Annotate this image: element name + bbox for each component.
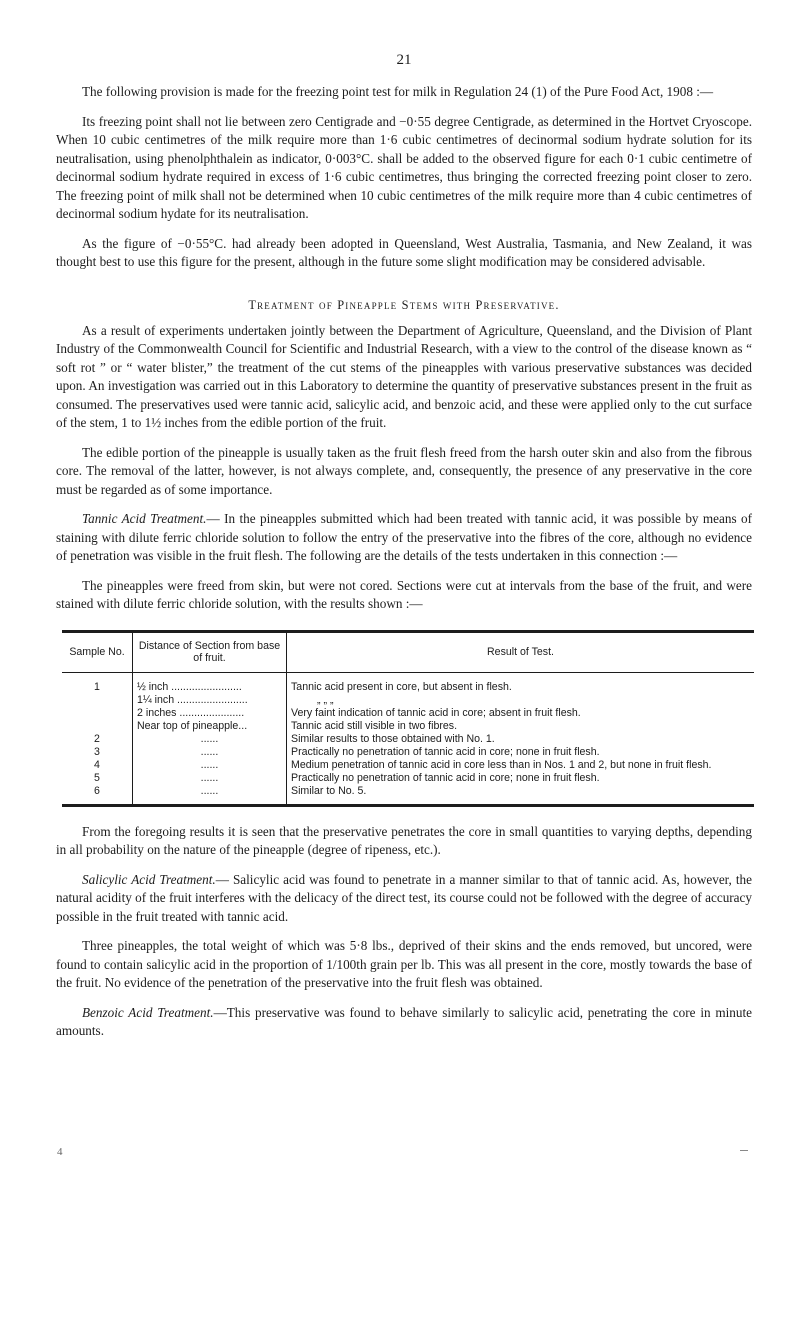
cell-distance: ...... bbox=[133, 785, 287, 806]
cell-result: Tannic acid still visible in two fibres. bbox=[291, 719, 458, 732]
cell-result: Practically no penetration of tannic acid in core; none in fruit flesh. bbox=[291, 745, 600, 758]
cell-distance: 1¼ inch ........................ bbox=[133, 694, 287, 707]
cell-result: Very faint indication of tannic acid in core; absent in fruit flesh. bbox=[291, 706, 581, 719]
cell-result: Similar to No. 5. bbox=[287, 785, 755, 806]
paragraph-figure-adoption: As the figure of −0·55°C. had already been adopted in Queensland, West Australia, Tasmania, and New Zealand, it was thought best to use this figure for the present, although in the future some slight modification may be considered advisable. bbox=[56, 235, 752, 269]
cell-sample bbox=[62, 720, 133, 733]
table-row bbox=[62, 785, 754, 806]
paragraph-sections: The pineapples were freed from skin, but were not cored. Sections were cut at intervals from the base of the fruit, and were stained with dilute ferric chloride solution, with the results shown :— bbox=[56, 577, 752, 611]
cell-sample: 2 bbox=[62, 733, 133, 746]
table-row bbox=[62, 772, 754, 785]
cell-sample: 3 bbox=[62, 746, 133, 759]
benzoic-acid-body: —This preservative was found to behave similarly to salicylic acid, penetrating the core in minute amounts. bbox=[56, 1004, 752, 1038]
section-heading: Treatment of Pineapple Stems with Preservative. bbox=[248, 297, 560, 312]
paragraph-three-pineapples: Three pineapples, the total weight of which was 5·8 lbs., deprived of their skins and the ends removed, but uncored, were found to contain salicylic acid in the proportion of 1/100th grain per lb. This was all present in the core, mostly towards the base of the fruit. No evidence of the penetration of the preservative into the fruit flesh was obtained. bbox=[56, 938, 752, 990]
cell-sample bbox=[62, 707, 133, 720]
cell-result: Medium penetration of tannic acid in core less than in Nos. 1 and 2, but none in fruit flesh. bbox=[291, 758, 712, 771]
cell-result: Similar results to those obtained with No. 1. bbox=[291, 732, 495, 745]
margin-tick bbox=[740, 1150, 748, 1151]
salicylic-acid-title: Salicylic Acid Treatment. bbox=[82, 871, 216, 887]
cell-distance: Near top of pineapple... bbox=[133, 720, 287, 733]
cell-sample: 5 bbox=[62, 772, 133, 785]
footer-mark: 4 bbox=[57, 1146, 63, 1158]
table-row bbox=[62, 720, 754, 733]
cell-sample: 6 bbox=[62, 785, 133, 806]
paragraph-freezing-point: Its freezing point shall not lie between zero Centigrade and −0·55 degree Centigrade, as determined in the Hortvet Cryoscope. When 10 cubic centimetres of the milk require more than 1·6 cubic centimetres of decinormal sodium hydrate solution for its neutralisation, using phenolphthalein as indicator, 0·003°C. shall be added to the observed figure for each 0·1 cubic centimetre of decinormal sodium hydrate required in excess of 1·6 cubic centimetres, thus bringing the corrected freezing point closer to zero. The freezing point of milk shall not be determined when 10 cubic centimetres of the milk require more than 4 cubic centimetres of decinormal sodium hydate for its neutralisation. bbox=[56, 113, 752, 221]
salicylic-acid-body: — Salicylic acid was found to penetrate in a manner similar to that of tannic acid. As, however, the natural acidity of the fruit interferes with the delicacy of the direct test, its course could not be followed with the degree of accuracy possible in the fruit treated with tannic acid. bbox=[56, 871, 752, 924]
paragraph-edible-portion: The edible portion of the pineapple is usually taken as the fruit flesh freed from the harsh outer skin and also from the fibrous core. The removal of the latter, however, is not always complete, and, consequently, the presence of any preservative in the core must be regarded as of some importance. bbox=[56, 444, 752, 497]
table-row bbox=[62, 694, 754, 707]
paragraph-benzoic-acid bbox=[56, 1004, 752, 1041]
cell-distance: ...... bbox=[133, 772, 287, 785]
results-table-wrap bbox=[62, 630, 752, 807]
cell-distance: ½ inch ........................ bbox=[133, 672, 287, 694]
tannic-acid-body: — In the pineapples submitted which had been treated with tannic acid, it was possible by means of staining with dilute ferric chloride solution to follow the entry of the preservative into the fibres of the core, although no evidence of penetration was visible in the fruit flesh. The following are the details of the tests undertaken in this connection :— bbox=[56, 511, 753, 563]
table-row bbox=[62, 746, 754, 759]
paragraph-tannic-acid bbox=[56, 510, 752, 566]
cell-sample bbox=[62, 694, 133, 707]
table-row bbox=[62, 672, 754, 694]
page-number: 21 bbox=[396, 52, 412, 68]
paragraph-regulation-intro: The following provision is made for the freezing point test for milk in Regulation 24 (1) of the Pure Food Act, 1908 :— bbox=[82, 84, 714, 99]
cell-result: „ „ „ bbox=[317, 693, 334, 706]
tannic-acid-title: Tannic Acid Treatment. bbox=[82, 511, 207, 526]
paragraph-experiments: As a result of experiments undertaken jointly between the Department of Agriculture, Queensland, and the Division of Plant Industry of the Commonwealth Council for Scientific and Industrial Research, with a view to the control of the disease known as “ soft rot ” or “ water blister,” the treatment of the cut stems of the pineapples with various preservative substances was decided upon. An investigation was carried out in this Laboratory to determine the quantity of preservative substances present in the fruit as consumed. The preservatives used were tannic acid, salicylic acid, and benzoic acid, and these were applied only to the cut surface of the stem, 1 to 1½ inches from the edible portion of the fruit. bbox=[56, 322, 752, 430]
results-table bbox=[62, 630, 754, 807]
paragraph-foregoing-results: From the foregoing results it is seen that the preservative penetrates the core in small quantities to varying depths, depending in all probability on the nature of the pineapple (degree of ripeness, etc.). bbox=[56, 823, 752, 857]
cell-distance: 2 inches ...................... bbox=[133, 707, 287, 720]
cell-distance: ...... bbox=[133, 746, 287, 759]
benzoic-acid-title: Benzoic Acid Treatment. bbox=[82, 1004, 214, 1020]
table-row bbox=[62, 707, 754, 720]
header-result: Result of Test. bbox=[487, 645, 554, 658]
cell-distance: ...... bbox=[133, 733, 287, 746]
header-distance: Distance of Section from base of fruit. bbox=[133, 631, 287, 672]
cell-result: Practically no penetration of tannic acid in core; none in fruit flesh. bbox=[291, 771, 600, 784]
cell-sample: 1 bbox=[62, 672, 133, 694]
header-sample: Sample No. bbox=[62, 631, 133, 672]
table-row bbox=[62, 759, 754, 772]
paragraph-salicylic-acid bbox=[56, 871, 752, 927]
cell-result: Tannic acid present in core, but absent in flesh. bbox=[291, 680, 512, 693]
table-row bbox=[62, 733, 754, 746]
cell-sample: 4 bbox=[62, 759, 133, 772]
cell-distance: ...... bbox=[133, 759, 287, 772]
table-header-row bbox=[62, 631, 754, 672]
